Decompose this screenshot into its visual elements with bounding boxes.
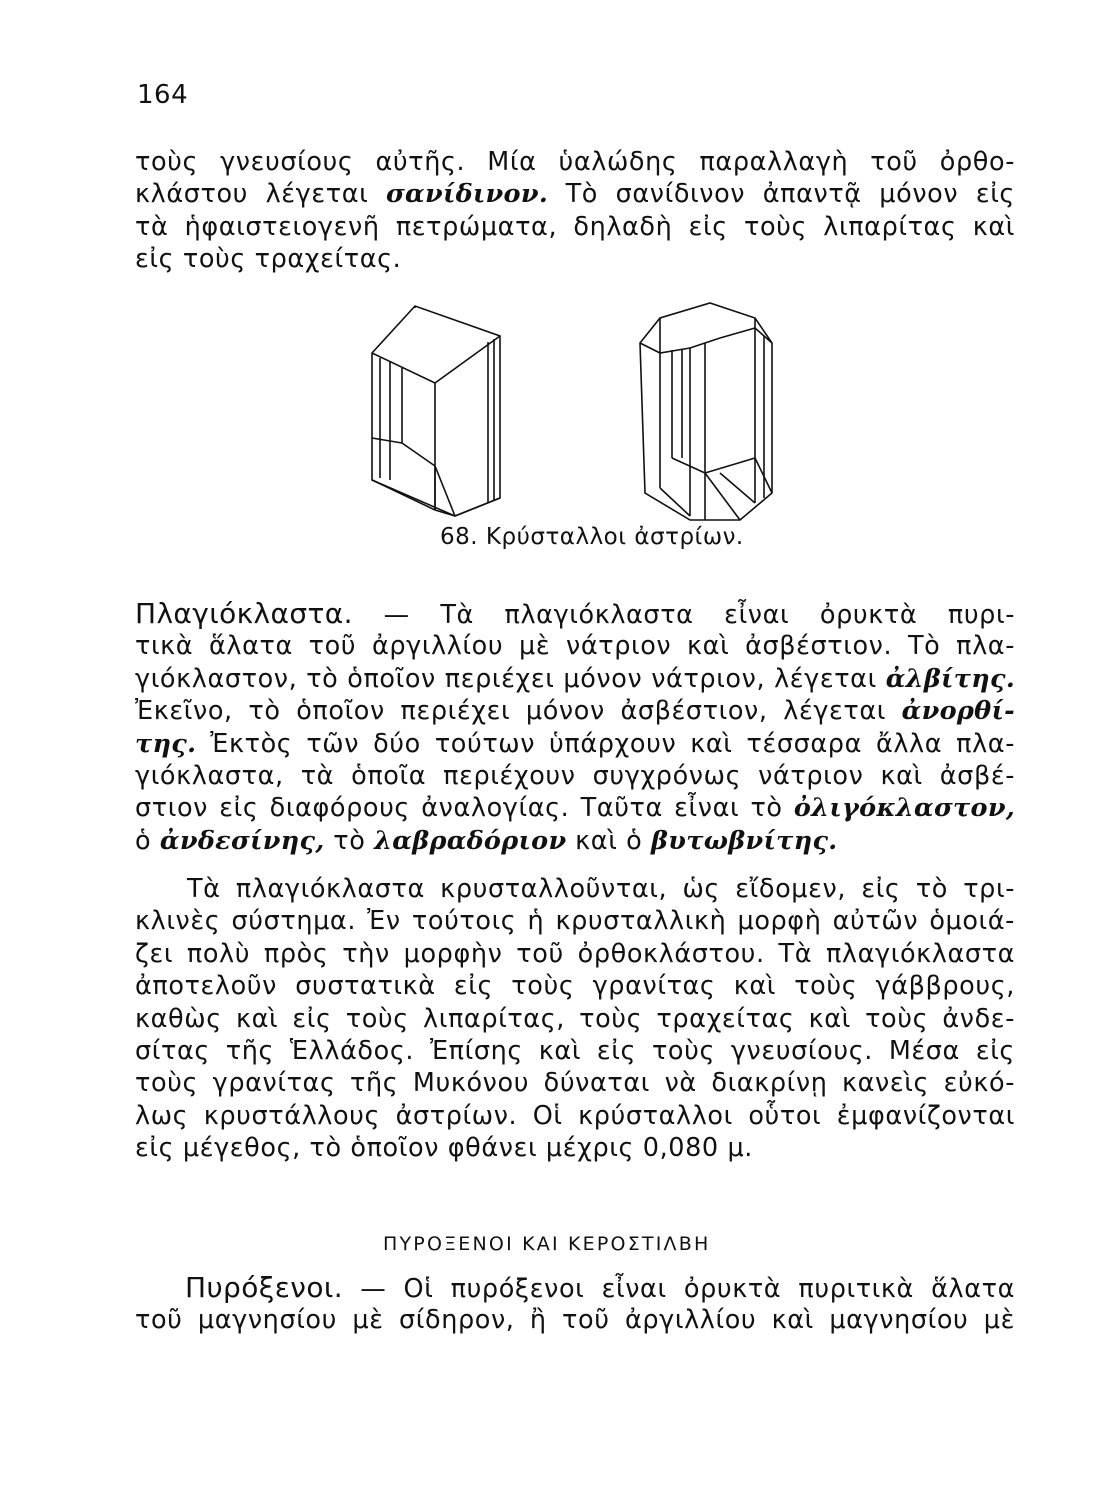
text-line: γιόκλαστα, τὰ ὁποῖα περιέχουν συγχρόνως νάτριον καὶ ἀσβέ- (135, 760, 1015, 791)
text-line (135, 825, 1015, 857)
paragraph-2 (135, 598, 1015, 857)
text-line: τοὺς γνευσίους αὐτῆς. Μία ὑαλώδης παραλλαγὴ τοῦ ὀρθο- (135, 147, 1015, 177)
term-pyroxenes: Πυρόξενοι. (185, 1271, 344, 1304)
text-run: στιον εἰς διαφόρους ἀναλογίας. Ταῦτα εἶναι τὸ (135, 793, 794, 824)
text-line: σίτας τῆς Ἑλλάδος. Ἐπίσης καὶ εἰς τοὺς γνευσίους. Μέσα εἰς (135, 1035, 1015, 1066)
text-line: εἰς μέγεθος, τὸ ὁποῖον φθάνει μέχρις 0,080 μ. (135, 1133, 753, 1164)
term-sanidine: σανίδινον. (385, 179, 549, 210)
text-line (135, 178, 1015, 210)
text-run: κλάστου λέγεται (135, 179, 386, 210)
text-line: λως κρυστάλλους ἀστρίων. Οἱ κρύσταλλοι οὗτοι ἐμφανίζονται (135, 1100, 1015, 1131)
text-line: εἰς τοὺς τραχείτας. (135, 244, 402, 275)
text-line: ἀποτελοῦν συστατικὰ εἰς τοὺς γρανίτας καὶ τοὺς γάββρους, (135, 971, 1015, 1002)
text-run: — Οἱ πυρόξενοι εἶναι ὀρυκτὰ πυριτικὰ ἅλατα (343, 1274, 1015, 1304)
text-line (135, 792, 1015, 824)
text-run: τὸ (324, 825, 375, 856)
text-line: καθὼς καὶ εἰς τοὺς λιπαρίτας, τοὺς τραχείτας καὶ τοὺς ἀνδε- (135, 1003, 1015, 1034)
term-bytownite: βυτωβνίτης. (651, 825, 838, 856)
text-line: Τὰ πλαγιόκλαστα κρυσταλλοῦνται, ὡς εἴδομεν, εἰς τὸ τρι- (187, 874, 1015, 904)
term-anorthite: ἀνορθί- (901, 696, 1015, 727)
text-run: Ἐκεῖνο, τὸ ὁποῖον περιέχει μόνον ἀσβέστιον, λέγεται (135, 696, 902, 727)
text-line (135, 663, 1015, 695)
text-run: Ἐκτὸς τῶν δύο τούτων ὑπάρχουν καὶ τέσσαρα ἄλλα πλα- (196, 728, 1015, 759)
paragraph-3 (135, 873, 1015, 1165)
crystal-figure (360, 298, 780, 523)
text-run: γιόκλαστον, τὸ ὁποῖον περιέχει μόνον νάτριον, λέγεται (135, 663, 886, 694)
crystal-right-drawing (640, 303, 772, 520)
crystal-drawings (360, 298, 780, 523)
term-andesine: ἀνδεσίνης, (159, 825, 325, 856)
term-plagioclase: Πλαγιόκλαστα. (135, 597, 353, 630)
text-line: τοῦ μαγνησίου μὲ σίδηρον, ἢ τοῦ ἀργιλλίου καὶ μαγνησίου μὲ (135, 1305, 1015, 1336)
text-line (135, 695, 1015, 727)
text-run: Τὸ σανίδινον ἀπαντᾷ μόνον εἰς (548, 179, 1015, 210)
term-anorthite-end: της. (135, 728, 197, 759)
text-run: — Τὰ πλαγιόκλαστα εἶναι ὀρυκτὰ πυρι- (352, 600, 1015, 630)
crystal-left-drawing (372, 306, 500, 516)
figure-caption: 68. Κρύσταλλοι ἀστρίων. (440, 524, 744, 550)
text-line (135, 728, 1015, 760)
text-line: κλινὲς σύστημα. Ἐν τούτοις ἡ κρυσταλλικὴ μορφὴ αὐτῶν ὁμοιά- (135, 906, 1015, 937)
section-heading: ΠΥΡΟΞΕΝΟΙ ΚΑΙ ΚΕΡΟΣΤΙΛΒΗ (383, 1233, 711, 1255)
term-labradorite: λαβραδόριον (374, 825, 567, 856)
text-line: τὰ ἡφαιστειογενῆ πετρώματα, δηλαδὴ εἰς τοὺς λιπαρίτας καὶ (135, 211, 1015, 242)
text-run: καὶ ὁ (566, 825, 652, 856)
term-oligoclase: ὀλιγόκλαστον, (793, 793, 1015, 824)
text-line (135, 598, 1015, 630)
text-run: ὁ (135, 825, 160, 856)
text-line: τοὺς γρανίτας τῆς Μυκόνου δύναται νὰ διακρίνῃ κανεὶς εὐκό- (135, 1068, 1015, 1099)
paragraph-1 (135, 146, 1015, 276)
paragraph-4 (135, 1272, 1015, 1337)
text-line: τικὰ ἅλατα τοῦ ἀργιλλίου μὲ νάτριον καὶ ἀσβέστιον. Τὸ πλα- (135, 631, 1015, 662)
page-number: 164 (137, 80, 189, 110)
term-albite: ἀλβίτης. (885, 663, 1015, 694)
text-line: ζει πολὺ πρὸς τὴν μορφὴν τοῦ ὀρθοκλάστου. Τὰ πλαγιόκλαστα (135, 938, 1015, 969)
text-line (135, 1272, 1015, 1304)
